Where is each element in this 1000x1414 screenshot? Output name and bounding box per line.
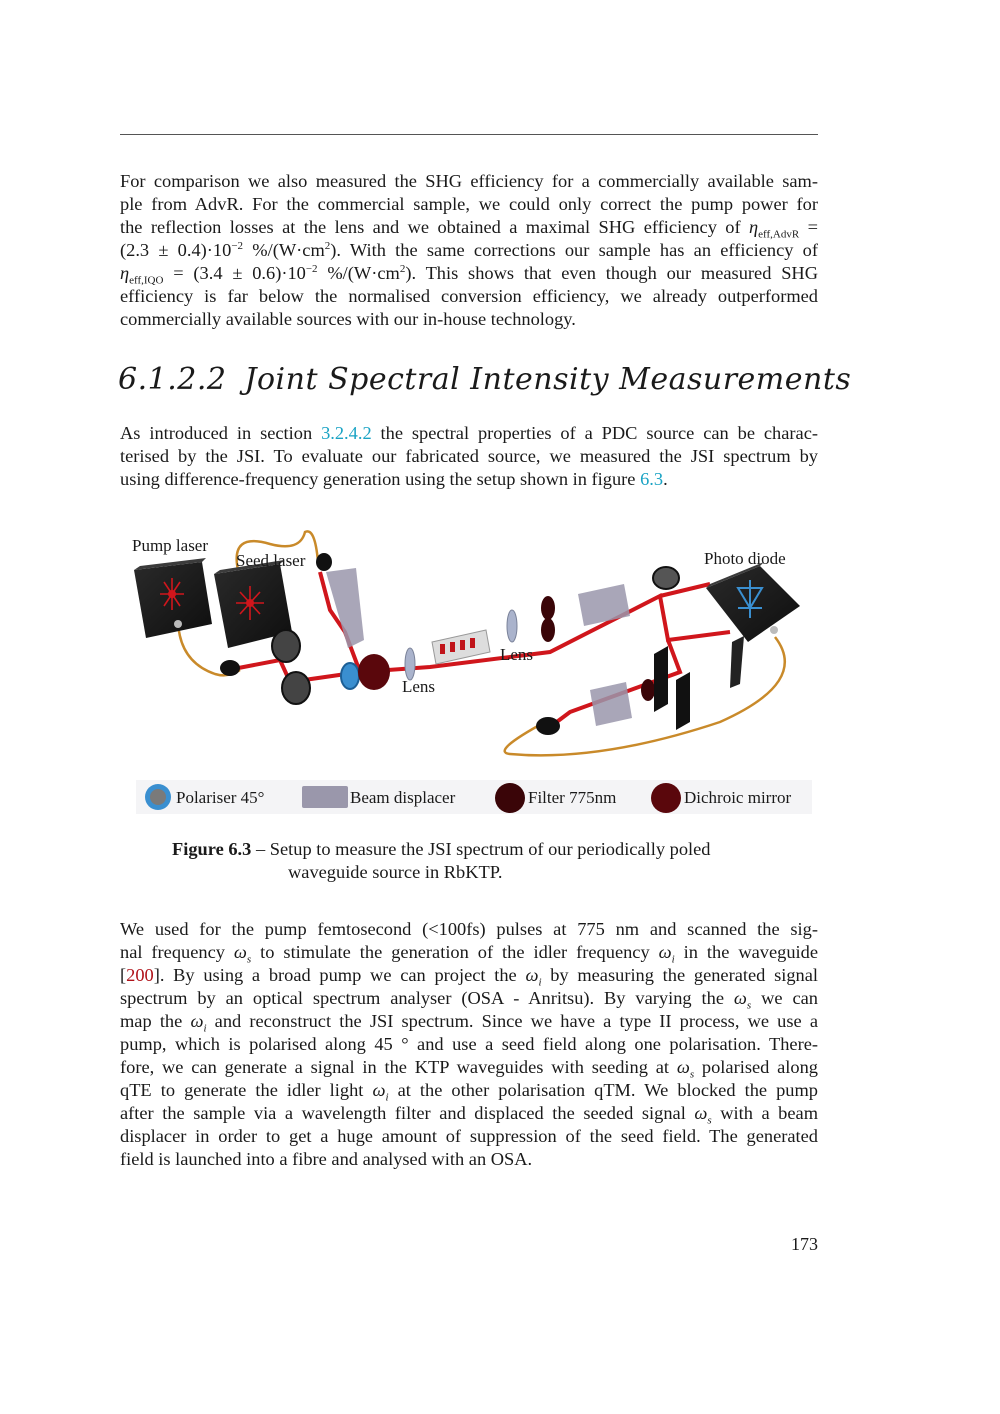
text-line: pump, which is polarised along 45 ° and use a seed field along one polarisation. There- — [120, 1034, 818, 1054]
fibre-coupler — [316, 553, 332, 571]
lens-element — [405, 648, 415, 680]
omega-symbol: ω — [372, 1080, 386, 1100]
eta-subscript: eff,IQO — [129, 274, 164, 287]
fibre-coupler — [536, 717, 560, 735]
text-line — [120, 1010, 818, 1033]
mirror — [272, 630, 300, 662]
text-run: and reconstruct the JSI spectrum. Since we have a type II process, we use a — [206, 1011, 818, 1031]
legend-filter: Filter 775nm — [528, 788, 617, 807]
text-run: after the sample via a wavelength filter and displaced the seeded signal — [120, 1103, 695, 1123]
legend-dichroic-swatch — [651, 783, 681, 813]
text-run: in the waveguide — [674, 942, 818, 962]
text-line: ple from AdvR. For the commercial sample, we could only correct the pump power for — [120, 194, 818, 214]
text-run: (2.3 ± 0.4)·10 — [120, 240, 232, 260]
fibre-coupler — [220, 660, 240, 676]
mirror — [653, 567, 679, 589]
exponent: 2 — [324, 239, 331, 252]
omega-symbol: ω — [658, 942, 672, 962]
text-run: %/(W·cm — [243, 240, 325, 260]
omega-subscript: i — [538, 976, 542, 989]
section-number: 6.1.2.2 — [118, 362, 227, 397]
text-line: terised by the JSI. To evaluate our fabricated source, we measured the JSI spectrum by — [120, 446, 818, 466]
dichroic-element — [358, 654, 390, 690]
text-run: . By using a broad pump we can project the — [159, 965, 526, 985]
legend-polariser: Polariser 45° — [176, 788, 265, 807]
text-run: ). This shows that even though our measured SHG — [405, 263, 818, 283]
setup-diagram — [120, 522, 820, 822]
text-line: For comparison we also measured the SHG efficiency for a commercially available sam- — [120, 171, 818, 191]
exponent: 2 — [399, 262, 406, 275]
legend-filter-swatch — [495, 783, 525, 813]
text-line: displacer in order to get a huge amount of suppression of the seed field. The generated — [120, 1126, 818, 1146]
omega-symbol: ω — [694, 1103, 708, 1123]
text-run: [ — [120, 965, 127, 985]
section-heading — [118, 362, 851, 397]
text-line: commercially available sources with our in-house technology. — [120, 309, 576, 329]
text-run: map the — [120, 1011, 191, 1031]
text-run: fore, we can generate a signal in the KTP waveguides with seeding at — [120, 1057, 677, 1077]
main-paragraph — [120, 918, 818, 1171]
label-pump-laser: Pump laser — [132, 536, 209, 555]
text-run: = — [799, 217, 818, 237]
omega-subscript: s — [746, 999, 752, 1012]
text-line — [120, 1056, 818, 1079]
intro-paragraph — [120, 170, 818, 331]
text-run: at the other polarisation qTM. We blocked the pump — [388, 1080, 819, 1100]
text-run: %/(W·cm — [317, 263, 400, 283]
omega-subscript: i — [671, 953, 675, 966]
text-run: . — [663, 469, 668, 489]
text-line: We used for the pump femtosecond (<100fs) pulses at 775 nm and scanned the sig- — [120, 919, 818, 939]
section-title: Joint Spectral Intensity Measurements — [244, 362, 852, 397]
citation-link[interactable]: 200 — [126, 965, 154, 985]
blocking-plate — [654, 646, 668, 712]
beam-displacer-element — [326, 568, 364, 648]
filter-element — [541, 618, 555, 642]
text-run: ] — [153, 965, 160, 985]
section-reference-link[interactable]: 3.2.4.2 — [321, 423, 372, 443]
blocking-plate — [730, 636, 744, 688]
text-line — [120, 987, 818, 1010]
lens-element — [507, 610, 517, 642]
text-line — [120, 941, 818, 964]
exponent: −2 — [231, 239, 244, 252]
polariser-element — [341, 663, 359, 689]
beam-displacer-element — [590, 682, 632, 726]
legend-dichroic: Dichroic mirror — [684, 788, 792, 807]
omega-symbol: ω — [676, 1057, 690, 1077]
text-line — [120, 239, 818, 262]
text-run: using difference-frequency generation using the setup shown in figure — [120, 469, 641, 489]
text-run: nal frequency — [120, 942, 234, 962]
page-number: 173 — [791, 1234, 818, 1254]
filter-element — [541, 596, 555, 620]
text-line — [120, 262, 818, 285]
legend-beam-displacer: Beam displacer — [350, 788, 456, 807]
text-run: with a beam — [711, 1103, 818, 1123]
text-run: the spectral properties of a PDC source can be charac- — [371, 423, 818, 443]
omega-symbol: ω — [233, 942, 247, 962]
figure-caption — [172, 838, 812, 884]
text-line: efficiency is far below the normalised conversion efficiency, we already outperformed — [120, 286, 818, 306]
text-run: As introduced in section — [120, 423, 322, 443]
legend — [136, 780, 812, 814]
omega-subscript: s — [707, 1114, 712, 1127]
caption-text: waveguide source in RbKTP. — [288, 862, 503, 882]
omega-symbol: ω — [733, 988, 747, 1008]
label-seed-laser: Seed laser — [236, 551, 306, 570]
text-line — [120, 468, 818, 491]
section-paragraph — [120, 422, 818, 491]
beam-displacer-element — [578, 584, 630, 626]
blocking-plate — [676, 672, 690, 730]
label-lens: Lens — [500, 645, 534, 664]
omega-symbol: ω — [525, 965, 539, 985]
text-line — [120, 1079, 818, 1102]
label-photo-diode: Photo diode — [704, 549, 786, 568]
caption-number: Figure 6.3 — [172, 839, 252, 859]
text-line — [120, 422, 818, 445]
header-rule — [120, 134, 818, 135]
text-run: ). With the same corrections our sample has an efficiency of — [330, 240, 818, 260]
text-line: field is launched into a fibre and analysed with an OSA. — [120, 1149, 533, 1169]
text-line — [120, 216, 818, 239]
omega-subscript: i — [385, 1091, 389, 1104]
exponent: −2 — [305, 262, 318, 275]
pump-laser-box — [134, 558, 212, 638]
text-run: to stimulate the generation of the idler frequency — [251, 942, 659, 962]
label-lens: Lens — [402, 677, 436, 696]
text-line — [120, 1102, 818, 1125]
figure-reference-link[interactable]: 6.3 — [640, 469, 664, 489]
text-run: by measuring the generated signal — [541, 965, 818, 985]
legend-beam-displacer-swatch — [302, 786, 348, 808]
omega-subscript: s — [246, 953, 252, 966]
filter-element — [641, 679, 655, 701]
photo-diode-box — [706, 562, 800, 642]
eta-subscript: eff,AdvR — [758, 228, 800, 241]
text-run: we can — [751, 988, 818, 1008]
text-run: = (3.4 ± 0.6)·10 — [163, 263, 306, 283]
caption-dash: – — [251, 839, 270, 859]
text-run: the reflection losses at the lens and we obtained a maximal SHG efficiency of — [120, 217, 750, 237]
mirror — [282, 672, 310, 704]
text-run: polarised along — [694, 1057, 818, 1077]
caption-text: Setup to measure the JSI spectrum of our periodically poled — [269, 839, 711, 859]
eta-symbol: η — [749, 217, 759, 237]
omega-symbol: ω — [190, 1011, 204, 1031]
text-line — [120, 964, 818, 987]
eta-symbol: η — [120, 263, 130, 283]
text-run: qTE to generate the idler light — [120, 1080, 373, 1100]
text-run: spectrum by an optical spectrum analyser (OSA - Anritsu). By varying the — [120, 988, 734, 1008]
omega-subscript: i — [203, 1022, 207, 1035]
omega-subscript: s — [689, 1068, 695, 1081]
